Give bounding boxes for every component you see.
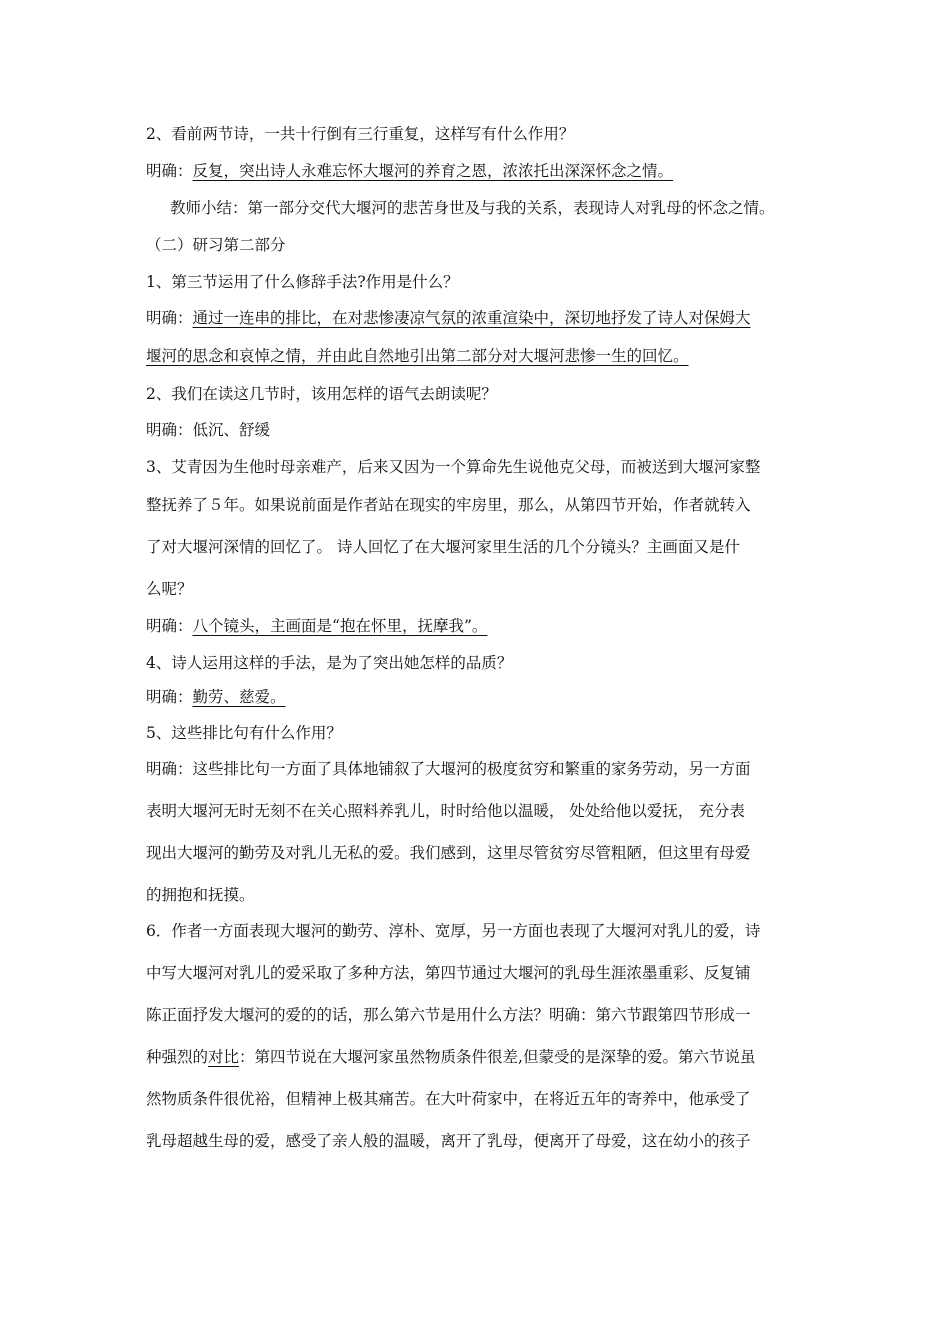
paragraph-line: 么呢？ (146, 580, 193, 598)
paragraph-line: 整抚养了５年。如果说前面是作者站在现实的牢房里，那么，从第四节开始，作者就转入 (146, 496, 751, 514)
teacher-summary: 教师小结：第一部分交代大堰河的悲苦身世及与我的关系，表现诗人对乳母的怀念之情。 (170, 199, 775, 217)
underlined-answer: 反复，突出诗人永难忘怀大堰河的养育之恩，浓浓托出深深怀念之情。 (192, 162, 674, 180)
answer-line: 明确：八个镜头，主画面是“抱在怀里，抚摩我”。 (146, 617, 488, 635)
underlined-term: 对比 (208, 1048, 240, 1066)
underlined-answer: 堰河的思念和哀悼之情，并由此自然地引出第二部分对大堰河悲惨一生的回忆。 (146, 347, 689, 365)
answer-line: 明确：反复，突出诗人永难忘怀大堰河的养育之恩，浓浓托出深深怀念之情。 (146, 162, 674, 180)
paragraph-line: 然物质条件很优裕，但精神上极其痛苦。在大叶荷家中，在将近五年的寄养中，他承受了 (146, 1090, 751, 1108)
question-2b: 2、我们在读这几节时，该用怎样的语气去朗读呢？ (146, 385, 497, 403)
paragraph-line: 了对大堰河深情的回忆了。 诗人回忆了在大堰河家里生活的几个分镜头？主画面又是什 (146, 538, 740, 556)
question-6: 6．作者一方面表现大堰河的勤劳、淳朴、宽厚，另一方面也表现了大堰河对乳儿的爱，诗 (146, 922, 761, 940)
paragraph-line: 乳母超越生母的爱，感受了亲人般的温暖，离开了乳母，便离开了母爱，这在幼小的孩子 (146, 1132, 751, 1150)
question-5: 5、这些排比句有什么作用？ (146, 724, 342, 742)
question-3: 3、艾青因为生他时母亲难产，后来又因为一个算命先生说他克父母，而被送到大堰河家整 (146, 458, 761, 476)
underlined-answer: 通过一连串的排比，在对悲惨凄凉气氛的浓重渲染中，深切地抒发了诗人对保姆大 (192, 309, 751, 327)
answer-line: 明确：勤劳、慈爱。 (146, 688, 286, 706)
question-2: 2、看前两节诗，一共十行倒有三行重复，这样写有什么作用？ (146, 125, 575, 143)
paragraph-line: 表明大堰河无时无刻不在关心照料养乳儿，时时给他以温暖， 处处给他以爱抚， 充分表 (146, 802, 745, 820)
question-1: 1、第三节运用了什么修辞手法?作用是什么？ (146, 273, 459, 291)
paragraph-line: 中写大堰河对乳儿的爱采取了多种方法，第四节通过大堰河的乳母生涯浓墨重彩、反复铺 (146, 964, 751, 982)
paragraph-line: 现出大堰河的勤劳及对乳儿无私的爱。我们感到，这里尽管贫穷尽管粗陋，但这里有母爱 (146, 844, 751, 862)
paragraph-line: 的拥抱和抚摸。 (146, 886, 255, 904)
paragraph-line: 陈正面抒发大堰河的爱的的话，那么第六节是用什么方法？明确：第六节跟第四节形成一 (146, 1006, 751, 1024)
answer-line (146, 345, 689, 367)
answer-line: 明确：这些排比句一方面了具体地铺叙了大堰河的极度贫穷和繁重的家务劳动，另一方面 (146, 760, 751, 778)
section-heading: （二）研习第二部分 (146, 236, 286, 254)
answer-line: 明确：通过一连串的排比，在对悲惨凄凉气氛的浓重渲染中，深切地抒发了诗人对保姆大 (146, 309, 751, 327)
question-4: 4、诗人运用这样的手法，是为了突出她怎样的品质？ (146, 654, 513, 672)
answer-line: 明确：低沉、舒缓 (146, 421, 271, 439)
underlined-answer: 八个镜头，主画面是“抱在怀里，抚摩我”。 (192, 617, 488, 635)
underlined-answer: 勤劳、慈爱。 (192, 688, 286, 706)
paragraph-line: 种强烈的对比：第四节说在大堰河家虽然物质条件很差,但蒙受的是深挚的爱。第六节说虽 (146, 1048, 756, 1066)
